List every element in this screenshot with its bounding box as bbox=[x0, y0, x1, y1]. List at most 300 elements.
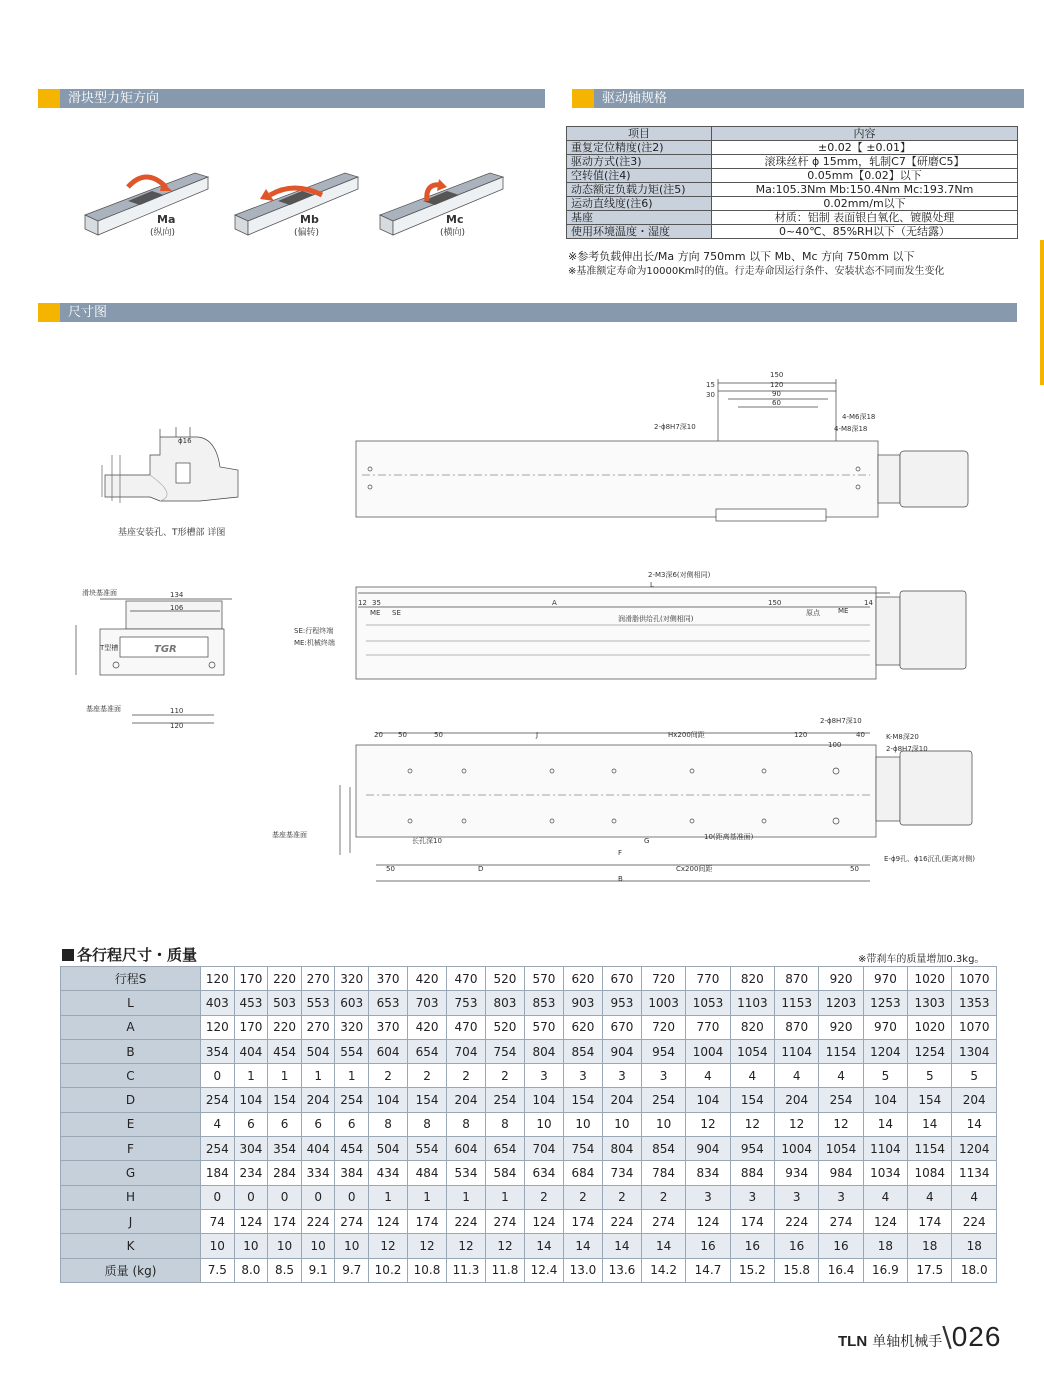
moment-ma-illustration bbox=[85, 173, 208, 235]
spec-key: 使用环境温度・湿度 bbox=[567, 225, 712, 239]
row-header: 质量 (kg) bbox=[61, 1258, 201, 1282]
table-cell: 0 bbox=[268, 1185, 302, 1209]
table-cell: 1154 bbox=[908, 1137, 952, 1161]
table-cell: 1303 bbox=[908, 991, 952, 1015]
table-cell: 4 bbox=[819, 1064, 863, 1088]
table-cell: 504 bbox=[301, 1039, 335, 1063]
table-cell: 9.7 bbox=[335, 1258, 369, 1282]
accent-mark bbox=[572, 89, 594, 108]
moment-label-ma: Ma bbox=[157, 213, 176, 226]
table-cell: 354 bbox=[268, 1137, 302, 1161]
table-cell: 284 bbox=[268, 1161, 302, 1185]
table-cell: 12 bbox=[486, 1234, 525, 1258]
table-cell: 16 bbox=[730, 1234, 774, 1258]
hole-4-m6: 4-M6深18 bbox=[842, 413, 876, 421]
table-cell: 1054 bbox=[730, 1039, 774, 1063]
table-cell: 854 bbox=[641, 1137, 685, 1161]
spec-row bbox=[567, 155, 1018, 169]
table-cell: 234 bbox=[234, 1161, 268, 1185]
table-cell: 520 bbox=[486, 967, 525, 991]
table-cell: 14.7 bbox=[686, 1258, 730, 1282]
table-cell: 14 bbox=[908, 1112, 952, 1136]
page-number: 026 bbox=[951, 1321, 1002, 1352]
table-cell: 4 bbox=[201, 1112, 235, 1136]
table-cell: 834 bbox=[686, 1161, 730, 1185]
table-cell: 770 bbox=[686, 967, 730, 991]
section-bar-drive bbox=[572, 89, 1024, 108]
hole-4-m8: 4-M8深18 bbox=[834, 425, 868, 433]
table-cell: 920 bbox=[819, 967, 863, 991]
table-cell: 404 bbox=[301, 1137, 335, 1161]
table-cell: 3 bbox=[641, 1064, 685, 1088]
table-cell: 224 bbox=[301, 1209, 335, 1233]
table-cell: 14 bbox=[563, 1234, 602, 1258]
table-cell: 154 bbox=[730, 1088, 774, 1112]
table-cell: 820 bbox=[730, 967, 774, 991]
hole-2-phi8h7-right: 2-ϕ8H7深10 bbox=[886, 745, 928, 753]
table-cell: 16.9 bbox=[863, 1258, 907, 1282]
table-cell: 4 bbox=[908, 1185, 952, 1209]
table-cell: 204 bbox=[602, 1088, 641, 1112]
spec-header-row bbox=[567, 127, 1018, 141]
moment-dir-mc: (横向) bbox=[440, 228, 466, 238]
table-cell: 170 bbox=[234, 1015, 268, 1039]
table-cell: 654 bbox=[408, 1039, 447, 1063]
table-cell: 1153 bbox=[775, 991, 819, 1015]
label-base-ref-bottom: 基座基准面 bbox=[272, 831, 307, 839]
table-cell: 11.3 bbox=[447, 1258, 486, 1282]
label-origin: 原点 bbox=[806, 609, 820, 617]
table-cell: 18.0 bbox=[952, 1258, 997, 1282]
table-cell: 554 bbox=[335, 1039, 369, 1063]
moment-dir-ma: (纵向) bbox=[150, 228, 176, 238]
table-cell: 170 bbox=[234, 967, 268, 991]
table-cell: 224 bbox=[447, 1209, 486, 1233]
table-cell: 14 bbox=[602, 1234, 641, 1258]
table-cell: 2 bbox=[641, 1185, 685, 1209]
table-cell: 14 bbox=[952, 1112, 997, 1136]
stroke-title-text: 各行程尺寸・质量 bbox=[77, 946, 198, 964]
dim-C: Cx200间距 bbox=[676, 865, 713, 873]
spec-row bbox=[567, 211, 1018, 225]
table-cell: 804 bbox=[524, 1039, 563, 1063]
table-cell: 13.0 bbox=[563, 1258, 602, 1282]
table-cell: 16 bbox=[819, 1234, 863, 1258]
row-header: K bbox=[61, 1234, 201, 1258]
table-cell: 4 bbox=[730, 1064, 774, 1088]
table-cell: 784 bbox=[641, 1161, 685, 1185]
table-cell: 3 bbox=[775, 1185, 819, 1209]
row-header: L bbox=[61, 991, 201, 1015]
table-cell: 884 bbox=[730, 1161, 774, 1185]
table-cell: 570 bbox=[524, 967, 563, 991]
table-cell: 224 bbox=[602, 1209, 641, 1233]
table-cell: 1084 bbox=[908, 1161, 952, 1185]
table-cell: 304 bbox=[234, 1137, 268, 1161]
table-cell: 4 bbox=[686, 1064, 730, 1088]
table-cell: 11.8 bbox=[486, 1258, 525, 1282]
dim-60: 60 bbox=[772, 399, 781, 407]
table-cell: 254 bbox=[201, 1137, 235, 1161]
dim-L: L bbox=[650, 581, 654, 589]
table-cell: 870 bbox=[775, 967, 819, 991]
table-cell: 603 bbox=[335, 991, 369, 1015]
table-cell: 470 bbox=[447, 1015, 486, 1039]
table-cell: 184 bbox=[201, 1161, 235, 1185]
row-header: B bbox=[61, 1039, 201, 1063]
table-cell: 104 bbox=[369, 1088, 408, 1112]
table-cell: 12 bbox=[730, 1112, 774, 1136]
table-cell: 10 bbox=[524, 1112, 563, 1136]
dim-90: 90 bbox=[772, 390, 781, 398]
table-cell: 753 bbox=[447, 991, 486, 1015]
table-cell: 620 bbox=[563, 1015, 602, 1039]
table-cell: 4 bbox=[952, 1185, 997, 1209]
table-cell: 320 bbox=[335, 967, 369, 991]
table-cell: 12.4 bbox=[524, 1258, 563, 1282]
table-cell: 2 bbox=[563, 1185, 602, 1209]
side-view bbox=[294, 570, 966, 679]
table-cell: 5 bbox=[908, 1064, 952, 1088]
table-cell: 553 bbox=[301, 991, 335, 1015]
table-cell: 1204 bbox=[952, 1137, 997, 1161]
moment-diagrams bbox=[80, 165, 520, 245]
table-cell: 120 bbox=[201, 1015, 235, 1039]
table-row bbox=[61, 1137, 997, 1161]
page-footer bbox=[838, 1320, 1001, 1353]
table-row bbox=[61, 1258, 997, 1282]
table-cell: 174 bbox=[563, 1209, 602, 1233]
table-cell: 1104 bbox=[863, 1137, 907, 1161]
table-cell: 984 bbox=[819, 1161, 863, 1185]
table-cell: 3 bbox=[602, 1064, 641, 1088]
spec-value: ±0.02【 ±0.01】 bbox=[712, 141, 1018, 155]
spec-header-content: 内容 bbox=[712, 127, 1018, 141]
dim-35: 35 bbox=[372, 599, 381, 607]
table-cell: 670 bbox=[602, 1015, 641, 1039]
table-cell: 254 bbox=[335, 1088, 369, 1112]
dim-B: B bbox=[618, 875, 623, 883]
table-cell: 6 bbox=[301, 1112, 335, 1136]
table-cell: 1 bbox=[408, 1185, 447, 1209]
table-cell: 620 bbox=[563, 967, 602, 991]
table-row bbox=[61, 1088, 997, 1112]
table-cell: 3 bbox=[730, 1185, 774, 1209]
table-cell: 8 bbox=[408, 1112, 447, 1136]
moment-dir-mb: (偏转) bbox=[294, 228, 320, 238]
spec-row bbox=[567, 169, 1018, 183]
table-cell: 14 bbox=[524, 1234, 563, 1258]
table-cell: 604 bbox=[447, 1137, 486, 1161]
table-cell: 970 bbox=[863, 1015, 907, 1039]
spec-row bbox=[567, 225, 1018, 239]
table-cell: 10.8 bbox=[408, 1258, 447, 1282]
square-bullet-icon bbox=[62, 949, 74, 961]
bottom-view bbox=[272, 717, 975, 883]
table-cell: 754 bbox=[486, 1039, 525, 1063]
table-cell: 1134 bbox=[952, 1161, 997, 1185]
table-cell: 2 bbox=[447, 1064, 486, 1088]
table-cell: 1253 bbox=[863, 991, 907, 1015]
table-cell: 274 bbox=[335, 1209, 369, 1233]
table-cell: 220 bbox=[268, 967, 302, 991]
accent-mark bbox=[38, 89, 60, 108]
table-cell: 754 bbox=[563, 1137, 602, 1161]
dim-H: Hx200间距 bbox=[668, 731, 705, 739]
dim-50-c: 50 bbox=[386, 865, 395, 873]
table-cell: 1154 bbox=[819, 1039, 863, 1063]
spec-row bbox=[567, 197, 1018, 211]
table-cell: 174 bbox=[908, 1209, 952, 1233]
dim-106: 106 bbox=[170, 604, 184, 612]
table-cell: 220 bbox=[268, 1015, 302, 1039]
table-cell: 320 bbox=[335, 1015, 369, 1039]
table-cell: 1 bbox=[234, 1064, 268, 1088]
table-cell: 954 bbox=[641, 1039, 685, 1063]
table-cell: 4 bbox=[775, 1064, 819, 1088]
table-cell: 704 bbox=[524, 1137, 563, 1161]
table-cell: 254 bbox=[486, 1088, 525, 1112]
table-cell: 18 bbox=[863, 1234, 907, 1258]
row-header: H bbox=[61, 1185, 201, 1209]
row-header: C bbox=[61, 1064, 201, 1088]
label-grease: 润滑脂供给孔(对侧相同) bbox=[618, 615, 694, 623]
table-cell: 1203 bbox=[819, 991, 863, 1015]
row-header: G bbox=[61, 1161, 201, 1185]
section-bar-moment bbox=[38, 89, 545, 108]
moment-label-mc: Mc bbox=[446, 213, 464, 226]
table-cell: 274 bbox=[641, 1209, 685, 1233]
table-cell: 853 bbox=[524, 991, 563, 1015]
table-cell: 854 bbox=[563, 1039, 602, 1063]
table-cell: 6 bbox=[234, 1112, 268, 1136]
dim-120-bottom: 120 bbox=[794, 731, 808, 739]
table-cell: 920 bbox=[819, 1015, 863, 1039]
table-cell: 104 bbox=[234, 1088, 268, 1112]
row-header: E bbox=[61, 1112, 201, 1136]
table-cell: 3 bbox=[563, 1064, 602, 1088]
table-cell: 4 bbox=[863, 1185, 907, 1209]
table-cell: 254 bbox=[201, 1088, 235, 1112]
table-cell: 804 bbox=[602, 1137, 641, 1161]
table-cell: 2 bbox=[602, 1185, 641, 1209]
dim-50-d: 50 bbox=[850, 865, 859, 873]
table-cell: 10 bbox=[234, 1234, 268, 1258]
dim-15: 15 bbox=[706, 381, 715, 389]
dim-SE: SE bbox=[392, 609, 401, 617]
table-cell: 1304 bbox=[952, 1039, 997, 1063]
table-cell: 653 bbox=[369, 991, 408, 1015]
table-cell: 503 bbox=[268, 991, 302, 1015]
section-bar-dims bbox=[38, 303, 1017, 322]
table-cell: 9.1 bbox=[301, 1258, 335, 1282]
table-cell: 1 bbox=[447, 1185, 486, 1209]
table-cell: 16 bbox=[686, 1234, 730, 1258]
label-t-slot: T型槽 bbox=[100, 644, 119, 652]
table-cell: 154 bbox=[908, 1088, 952, 1112]
table-cell: 10 bbox=[268, 1234, 302, 1258]
dim-134: 134 bbox=[170, 591, 184, 599]
top-view bbox=[356, 371, 968, 521]
table-row bbox=[61, 967, 997, 991]
dim-50-a: 50 bbox=[398, 731, 407, 739]
table-cell: 13.6 bbox=[602, 1258, 641, 1282]
table-cell: 334 bbox=[301, 1161, 335, 1185]
footer-brand: TLN bbox=[838, 1333, 868, 1350]
t-slot-detail bbox=[102, 427, 238, 538]
dim-12: 12 bbox=[358, 599, 367, 607]
spec-key: 基座 bbox=[567, 211, 712, 225]
table-cell: 0 bbox=[201, 1185, 235, 1209]
hole-e: E-ϕ9孔、ϕ16沉孔(距离对侧) bbox=[884, 855, 976, 863]
table-cell: 584 bbox=[486, 1161, 525, 1185]
table-cell: 0 bbox=[201, 1064, 235, 1088]
table-cell: 254 bbox=[641, 1088, 685, 1112]
footer-divider: \ bbox=[942, 1320, 952, 1353]
dim-ME: ME bbox=[370, 609, 381, 617]
spec-value: 0.02mm/m以下 bbox=[712, 197, 1018, 211]
stroke-table-title bbox=[62, 944, 197, 965]
dim-ME-right: ME bbox=[838, 607, 849, 615]
table-row bbox=[61, 1234, 997, 1258]
table-cell: 124 bbox=[369, 1209, 408, 1233]
table-cell: 174 bbox=[408, 1209, 447, 1233]
table-cell: 8 bbox=[447, 1112, 486, 1136]
table-cell: 15.2 bbox=[730, 1258, 774, 1282]
table-cell: 10.2 bbox=[369, 1258, 408, 1282]
dim-150-side: 150 bbox=[768, 599, 782, 607]
table-cell: 820 bbox=[730, 1015, 774, 1039]
table-cell: 3 bbox=[524, 1064, 563, 1088]
table-cell: 770 bbox=[686, 1015, 730, 1039]
table-cell: 7.5 bbox=[201, 1258, 235, 1282]
table-cell: 484 bbox=[408, 1161, 447, 1185]
table-cell: 224 bbox=[952, 1209, 997, 1233]
detail-caption: 基座安装孔、T形槽部 详图 bbox=[118, 528, 226, 538]
table-cell: 0 bbox=[234, 1185, 268, 1209]
table-cell: 8 bbox=[369, 1112, 408, 1136]
dim-150: 150 bbox=[770, 371, 784, 379]
spec-note-life: ※基准额定寿命为10000Km时的值。行走寿命因运行条件、安装状态不同而发生变化 bbox=[568, 266, 945, 277]
table-cell: 504 bbox=[369, 1137, 408, 1161]
table-cell: 14 bbox=[863, 1112, 907, 1136]
table-row bbox=[61, 1112, 997, 1136]
table-row bbox=[61, 991, 997, 1015]
dim-F: F bbox=[618, 849, 623, 857]
table-cell: 174 bbox=[730, 1209, 774, 1233]
table-cell: 104 bbox=[686, 1088, 730, 1112]
hole-k-m8: K-M8深20 bbox=[886, 733, 919, 741]
dim-A: A bbox=[552, 599, 557, 607]
table-cell: 270 bbox=[301, 1015, 335, 1039]
table-cell: 1034 bbox=[863, 1161, 907, 1185]
table-cell: 453 bbox=[234, 991, 268, 1015]
table-cell: 1 bbox=[268, 1064, 302, 1088]
table-cell: 1053 bbox=[686, 991, 730, 1015]
row-header: D bbox=[61, 1088, 201, 1112]
drive-spec-table bbox=[566, 126, 1018, 239]
table-cell: 124 bbox=[863, 1209, 907, 1233]
table-cell: 14.2 bbox=[641, 1258, 685, 1282]
accent-mark bbox=[38, 303, 60, 322]
table-cell: 970 bbox=[863, 967, 907, 991]
table-cell: 904 bbox=[602, 1039, 641, 1063]
table-cell: 634 bbox=[524, 1161, 563, 1185]
table-cell: 74 bbox=[201, 1209, 235, 1233]
row-header: 行程S bbox=[61, 967, 201, 991]
table-cell: 1020 bbox=[908, 967, 952, 991]
table-cell: 1003 bbox=[641, 991, 685, 1015]
dim-J: J bbox=[536, 731, 539, 739]
table-cell: 12 bbox=[369, 1234, 408, 1258]
dim-G: G bbox=[644, 837, 650, 845]
hole-2-phi8h7: 2-ϕ8H7深10 bbox=[654, 423, 696, 431]
spec-value: Ma:105.3Nm Mb:150.4Nm Mc:193.7Nm bbox=[712, 183, 1018, 197]
table-cell: 18 bbox=[952, 1234, 997, 1258]
spec-header-item: 项目 bbox=[567, 127, 712, 141]
table-cell: 15.8 bbox=[775, 1258, 819, 1282]
dim-40: 40 bbox=[856, 731, 865, 739]
table-cell: 104 bbox=[863, 1088, 907, 1112]
table-cell: 1 bbox=[335, 1064, 369, 1088]
row-header: F bbox=[61, 1137, 201, 1161]
table-cell: 124 bbox=[234, 1209, 268, 1233]
table-cell: 2 bbox=[408, 1064, 447, 1088]
table-cell: 8.0 bbox=[234, 1258, 268, 1282]
table-cell: 434 bbox=[369, 1161, 408, 1185]
table-cell: 204 bbox=[301, 1088, 335, 1112]
table-cell: 274 bbox=[819, 1209, 863, 1233]
table-cell: 354 bbox=[201, 1039, 235, 1063]
table-row bbox=[61, 1064, 997, 1088]
table-cell: 17.5 bbox=[908, 1258, 952, 1282]
table-cell: 403 bbox=[201, 991, 235, 1015]
table-cell: 1 bbox=[301, 1064, 335, 1088]
table-cell: 1004 bbox=[775, 1137, 819, 1161]
table-cell: 124 bbox=[524, 1209, 563, 1233]
spec-key: 空转值(注4) bbox=[567, 169, 712, 183]
table-cell: 420 bbox=[408, 967, 447, 991]
table-cell: 1070 bbox=[952, 967, 997, 991]
table-cell: 120 bbox=[201, 967, 235, 991]
table-cell: 6 bbox=[268, 1112, 302, 1136]
table-cell: 670 bbox=[602, 967, 641, 991]
section-title-dims: 尺寸图 bbox=[68, 305, 108, 320]
label-slide-ref: 滑块基准面 bbox=[82, 589, 117, 597]
detail-phi16: ϕ16 bbox=[178, 437, 192, 445]
moment-mb-illustration bbox=[235, 173, 358, 235]
spec-key: 动态额定负载力矩(注5) bbox=[567, 183, 712, 197]
end-view-logo: TGR bbox=[154, 644, 177, 655]
table-cell: 3 bbox=[819, 1185, 863, 1209]
table-cell: 684 bbox=[563, 1161, 602, 1185]
table-cell: 3 bbox=[686, 1185, 730, 1209]
table-cell: 104 bbox=[524, 1088, 563, 1112]
table-cell: 1103 bbox=[730, 991, 774, 1015]
table-cell: 154 bbox=[268, 1088, 302, 1112]
hole-2-phi8h7-bottom: 2-ϕ8H7深10 bbox=[820, 717, 862, 725]
dim-110: 110 bbox=[170, 707, 184, 715]
table-cell: 703 bbox=[408, 991, 447, 1015]
dim-D: D bbox=[478, 865, 484, 873]
table-cell: 384 bbox=[335, 1161, 369, 1185]
table-cell: 16.4 bbox=[819, 1258, 863, 1282]
table-cell: 404 bbox=[234, 1039, 268, 1063]
spec-key: 驱动方式(注3) bbox=[567, 155, 712, 169]
table-row bbox=[61, 1185, 997, 1209]
table-cell: 370 bbox=[369, 1015, 408, 1039]
moment-mc-illustration bbox=[380, 173, 503, 235]
